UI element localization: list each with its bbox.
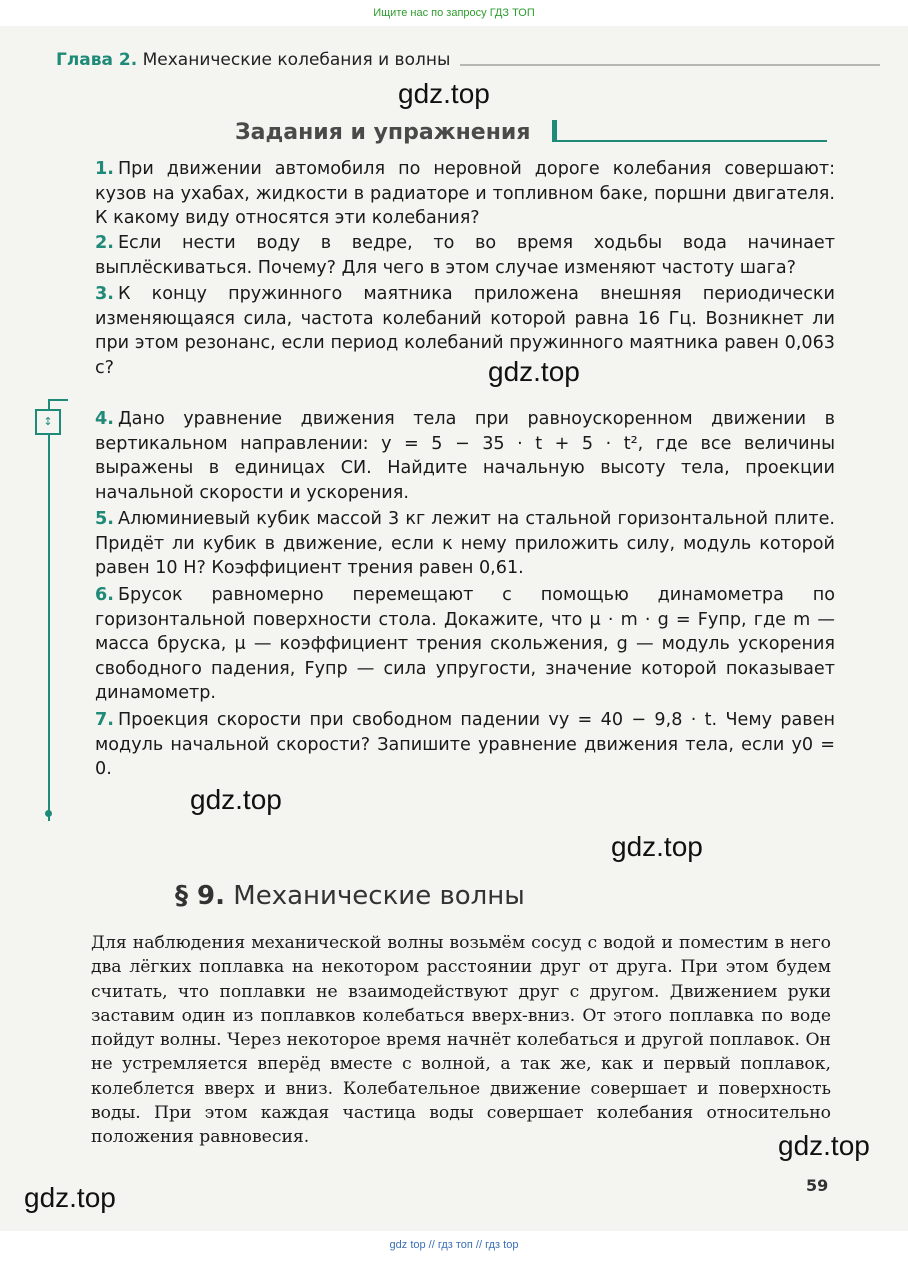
task-text: Алюминиевый кубик массой 3 кг лежит на стальной горизонтальной плите. Придёт ли кубик в движение, если к нему приложить силу, модуль которой равен 10 Н? Коэффициент трения равен 0,61. [95,509,835,578]
bracket-end-dot [45,810,52,817]
watermark: gdz.top [778,1130,870,1161]
paragraph-number: § 9. [175,881,226,911]
paragraph-heading [175,881,525,911]
task-item [95,507,835,581]
task-item [95,583,835,706]
chapter-number: Глава 2. [56,50,138,70]
section-heading: Задания и упражнения [235,120,531,145]
bottom-banner-links[interactable]: gdz top // гдз топ // гдз top [389,1239,519,1251]
paragraph-title: Механические волны [233,881,525,911]
extra-level-icon: ↕ [35,409,61,435]
task-item [95,157,835,231]
chapter-rule [460,64,880,66]
task-number: 7. [95,710,114,730]
task-number: 5. [95,509,114,529]
task-text: К концу пружинного маятника приложена внешняя периодически изменяющаяся сила, частота колебаний которой равна 16 Гц. Возникнет ли при этом резонанс, если период колебаний пружинного маятника равен 0,063 с? [95,284,835,378]
task-text: Брусок равномерно перемещают с помощью динамометра по горизонтальной поверхности стола. Докажите, что μ · m · g = Fупр, где m — масса бруска, μ — коэффициент трения скольжения, g — модуль ускорения свободного падения, Fупр — сила упругости, значение которой показывает динамометр. [95,585,835,703]
page-number: 59 [806,1176,829,1195]
task-number: 6. [95,585,114,605]
watermark: gdz.top [398,78,490,109]
watermark: gdz.top [24,1182,116,1213]
heading-accent-bar [552,120,557,142]
section-bracket [48,399,50,821]
task-text: Дано уравнение движения тела при равноускоренном движении в вертикальном направлении: y = 5 − 35 · t + 5 · t², где все величины выражены в единицах СИ. Найдите начальную высоту тела, проекции начальной скорости и ускорения. [95,409,835,503]
watermark: gdz.top [488,356,580,387]
paragraph-body: Для наблюдения механической волны возьмём сосуд с водой и поместим в него два лёгких поплавка на некотором расстоянии друг от друга. При этом будем считать, что поплавки не взаимодействуют друг с другом. Движением руки заставим один из поплавков колебаться вверх-вниз. От этого поплавка по воде пойдут волны. Через некоторое время начнёт колебаться и другой поплавок. Он не устремляется вперёд вместе с волной, а так же, как и первый поплавок, колеблется вверх и вниз. Колебательное движение совершает и поверхность воды. При этом каждая частица воды совершает колебания относительно положения равновесия. [91,933,831,1148]
textbook-page [0,26,908,1231]
task-number: 3. [95,284,114,304]
top-banner-link[interactable]: Ищите нас по запросу ГДЗ ТОП [373,7,535,19]
chapter-title: Механические колебания и волны [142,50,451,70]
task-item [95,231,835,280]
heading-accent-line [557,140,827,142]
chapter-header [56,50,450,70]
bracket-cap [48,399,68,401]
task-item [95,282,835,380]
task-text: При движении автомобиля по неровной дороге колебания совершают: кузов на ухабах, жидкости в радиаторе и топливном баке, поршни двигателя. К какому виду относятся эти колебания? [95,159,835,228]
task-number: 1. [95,159,114,179]
task-number: 4. [95,409,114,429]
task-text: Если нести воду в ведре, то во время ходьбы вода начинает выплёскиваться. Почему? Для чего в этом случае изменяют частоту шага? [95,233,835,278]
task-item [95,708,835,782]
watermark: gdz.top [190,784,282,815]
watermark: gdz.top [611,831,703,862]
task-text: Проекция скорости при свободном падении vy = 40 − 9,8 · t. Чему равен модуль начальной скорости? Запишите уравнение движения тела, если y0 = 0. [95,710,835,779]
task-item [95,407,835,505]
task-number: 2. [95,233,114,253]
